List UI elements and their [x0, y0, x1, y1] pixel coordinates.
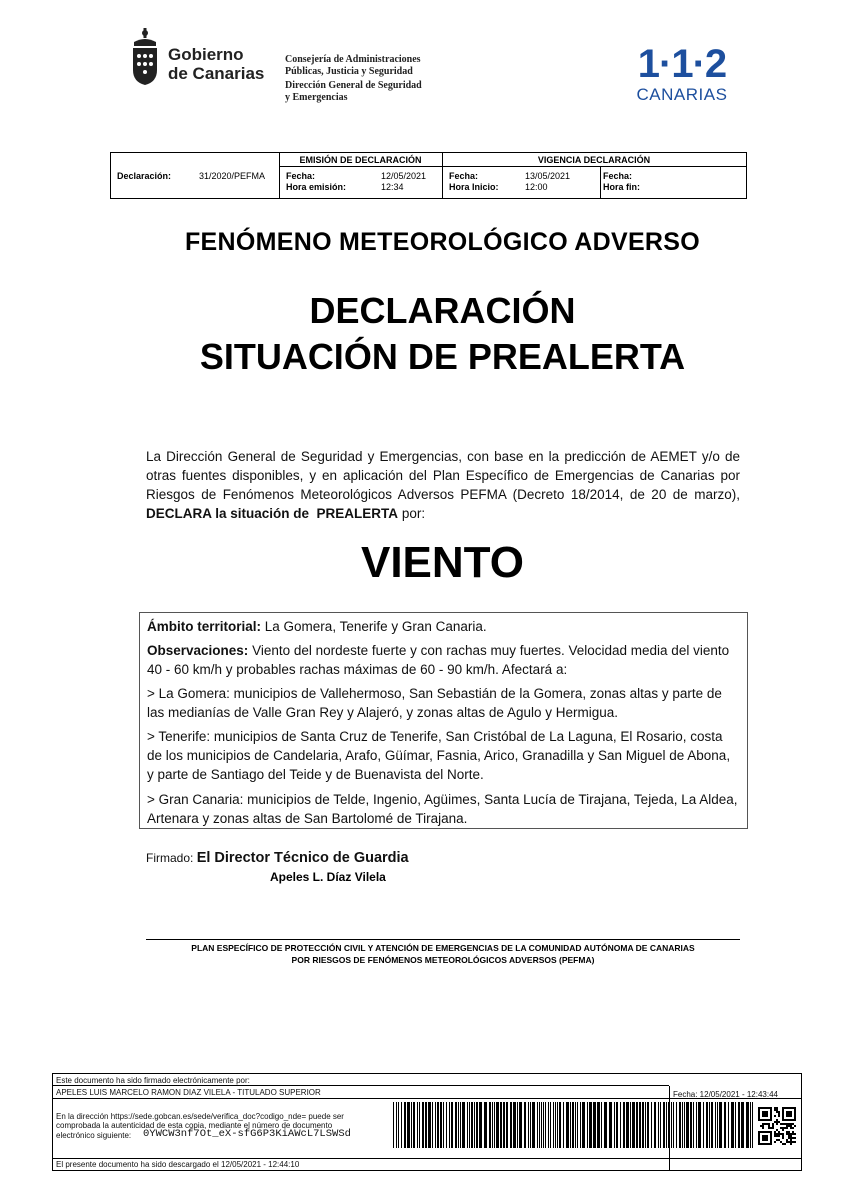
direccion-line2: y Emergencias: [285, 92, 348, 103]
verifica-line3: electrónico siguiente:: [56, 1131, 132, 1140]
hora-inicio-value: 12:00: [525, 182, 548, 192]
ambito-value: La Gomera, Tenerife y Gran Canaria.: [264, 619, 487, 634]
emision-fecha-value: 12/05/2021: [381, 171, 427, 181]
declaracion-label: Declaración:: [117, 171, 172, 181]
electronic-signature-footer: [52, 1073, 802, 1171]
intro-paragraph: [146, 447, 740, 523]
title-line2: DECLARACIÓN: [309, 290, 576, 331]
tenerife-paragraph: > Tenerife: municipios de Santa Cruz de Tenerife, San Cristóbal de La Laguna, El Rosario, costa de los municipios de Candelaria, Arafo, Güímar, Fasnia, Arico, Granadilla y San Miguel de Abona, y parte de Santiago del Teide y de Buenavista del Norte.: [147, 729, 731, 782]
direccion-line1: Dirección General de Seguridad: [285, 80, 422, 91]
ambito-label: Ámbito territorial:: [147, 619, 262, 634]
logo-line2: de Canarias: [168, 64, 265, 83]
plan-line2: POR RIESGOS DE FENÓMENOS METEOROLÓGICOS ADVERSOS (PEFMA): [291, 955, 595, 965]
hora-emision-value: 12:34: [381, 182, 404, 192]
hora-inicio-label: Hora Inicio:: [449, 182, 499, 192]
hora-emision-label: Hora emisión:: [286, 182, 347, 192]
logo-112-text: CANARIAS: [636, 85, 728, 104]
observaciones-paragraph: [147, 641, 739, 679]
consejeria-text: [285, 54, 445, 104]
consejeria-line2: Públicas, Justicia y Seguridad: [285, 66, 413, 77]
verifica-line2: comprobada la autenticidad de esta copia, mediante el número de documento: [56, 1121, 333, 1130]
gobierno-logo: [130, 28, 270, 86]
firmado-label: Firmado:: [146, 851, 194, 865]
ambito-paragraph: [147, 617, 739, 636]
verifica-line1: En la dirección https://sede.gobcan.es/sede/verifica_doc?codigo_nde= puede ser: [56, 1112, 344, 1121]
title-line3: SITUACIÓN DE PREALERTA: [199, 336, 686, 377]
phenomenon-title: VIENTO: [360, 538, 524, 587]
intro-text: La Dirección General de Seguridad y Emergencias, con base en la predicción de AEMET y/o de otras fuentes disponibles, y en aplicación del Plan Específico de Emergencias de Canarias por Riesgos de Fenómenos Meteorológicos Adversos PEFMA (Decreto 18/2014, de 20 de marzo),: [146, 449, 740, 502]
qr-code-icon: [758, 1107, 796, 1145]
coat-of-arms-icon: [130, 28, 160, 86]
page-title: FENÓMENO METEOROLÓGICO ADVERSO: [184, 228, 701, 256]
logo-112: [632, 44, 732, 104]
barcode-icon: [393, 1102, 758, 1148]
declaracion-value: 31/2020/PEFMA: [199, 171, 266, 181]
vigencia-fecha-value: 13/05/2021: [525, 171, 571, 181]
fecha-fin-label: Fecha:: [603, 171, 633, 181]
plan-line1: PLAN ESPECÍFICO DE PROTECCIÓN CIVIL Y ATENCIÓN DE EMERGENCIAS DE LA COMUNIDAD AUTÓNOMA DE CANARIAS: [191, 943, 695, 953]
declaracion-table: [110, 152, 747, 199]
logo-line1: Gobierno: [168, 45, 244, 64]
vigencia-header: VIGENCIA DECLARACIÓN: [537, 155, 651, 165]
prealerta-text: PREALERTA: [316, 506, 399, 521]
fecha-firma: Fecha: 12/05/2021 - 12:43:44: [673, 1090, 778, 1099]
firma-nombre: Apeles L. Díaz Vilela: [270, 870, 386, 884]
firmado-line: [146, 850, 409, 866]
details-box: [139, 612, 748, 829]
declara-text: DECLARA la situación de: [146, 506, 310, 521]
plan-footer: [146, 942, 740, 966]
gomera-paragraph: > La Gomera: municipios de Vallehermoso, San Sebastián de la Gomera, zonas altas y parte de las medianías de Valle Gran Rey y Alajeró, y zonas altas de Agulo y Hermigua.: [147, 686, 722, 720]
plan-divider: [146, 939, 740, 940]
codigo-documento: 0YWCW3nf7Ot_eX-sfG6P3KiAWcL7LSWSd: [143, 1128, 351, 1140]
firmante-text: APELES LUIS MARCELO RAMON DIAZ VILELA - TITULADO SUPERIOR: [56, 1088, 321, 1097]
descargado-text: El presente documento ha sido descargado el 12/05/2021 - 12:44:10: [56, 1160, 300, 1169]
observaciones-label: Observaciones:: [147, 643, 249, 658]
logo-112-number: 1·1·2: [637, 42, 727, 86]
gran-canaria-paragraph: > Gran Canaria: municipios de Telde, Ingenio, Agüimes, Santa Lucía de Tirajana, Tejeda, La Aldea, Artenara y zonas altas de San Bartolomé de Tirajana.: [147, 792, 738, 826]
declaracion-title: [0, 288, 855, 380]
firma-cargo: El Director Técnico de Guardia: [196, 850, 409, 866]
vigencia-fecha-label: Fecha:: [449, 171, 479, 181]
emision-header: EMISIÓN DE DECLARACIÓN: [299, 155, 422, 165]
por-text: por:: [401, 506, 426, 521]
hora-fin-label: Hora fin:: [603, 182, 640, 192]
firmado-por-text: Este documento ha sido firmado electrónicamente por:: [56, 1076, 250, 1085]
consejeria-line1: Consejería de Administraciones: [285, 54, 421, 65]
emision-fecha-label: Fecha:: [286, 171, 316, 181]
observaciones-value: Viento del nordeste fuerte y con rachas muy fuertes. Velocidad media del viento 40 - 60 km/h y probables rachas máximas de 60 - 90 km/h. Afectará a:: [147, 643, 730, 677]
